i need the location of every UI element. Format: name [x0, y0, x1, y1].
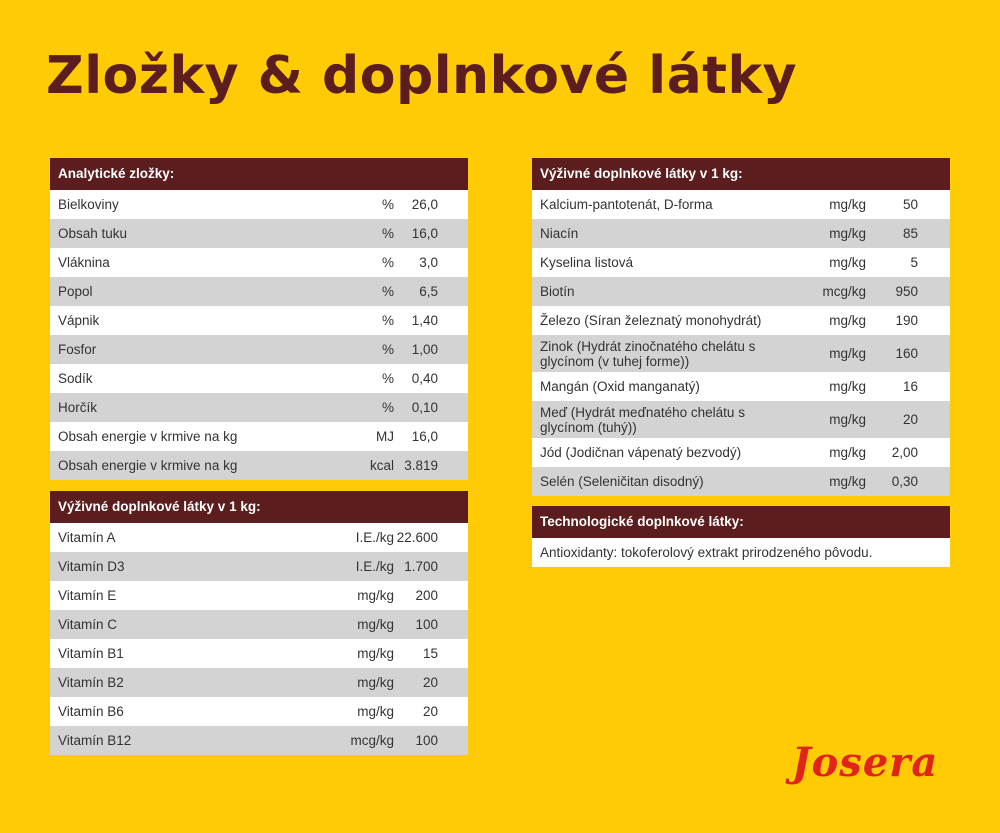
row-unit: % — [381, 371, 394, 386]
row-unit: mg/kg — [829, 197, 866, 212]
nutritional-table-header: Výživné doplnkové látky v 1 kg: — [532, 158, 950, 190]
table-row — [50, 364, 468, 393]
technological-table-header: Technologické doplnkové látky: — [532, 506, 950, 538]
row-value: 22.600 — [396, 530, 438, 545]
analytical-table — [50, 158, 468, 480]
row-name: Fosfor — [58, 342, 97, 357]
row-name: Vitamín B12 — [58, 733, 132, 748]
row-value: 20 — [422, 675, 438, 690]
row-name: Vitamín B2 — [58, 675, 124, 690]
row-name: Vitamín A — [58, 530, 116, 545]
row-value: 50 — [902, 197, 918, 212]
row-name: Biotín — [540, 284, 575, 299]
row-name: Vitamín E — [58, 588, 117, 603]
row-unit: mcg/kg — [822, 284, 866, 299]
technological-table — [532, 506, 950, 567]
row-value: 950 — [895, 284, 918, 299]
row-value: 3.819 — [404, 458, 438, 473]
table-row — [532, 277, 950, 306]
row-name: Železo (Síran železnatý monohydrát) — [540, 313, 762, 328]
row-value: 20 — [422, 704, 438, 719]
row-name: Mangán (Oxid manganatý) — [540, 379, 700, 394]
table-row — [50, 277, 468, 306]
row-value: 15 — [422, 646, 438, 661]
row-name: Jód (Jodičnan vápenatý bezvodý) — [540, 445, 742, 460]
row-unit: % — [381, 197, 394, 212]
row-name: Vitamín B1 — [58, 646, 124, 661]
table-row — [50, 451, 468, 480]
row-unit: mg/kg — [357, 617, 394, 632]
row-value: 0,30 — [891, 474, 918, 489]
row-value: 3,0 — [419, 255, 438, 270]
vitamins-table — [50, 491, 468, 755]
table-row — [532, 372, 950, 401]
josera-logo — [776, 738, 954, 788]
row-name: Selén (Seleničitan disodný) — [540, 474, 704, 489]
table-row — [50, 248, 468, 277]
row-name: Vápnik — [58, 313, 100, 328]
row-unit: mg/kg — [829, 255, 866, 270]
row-name: Obsah energie v krmive na kg — [58, 458, 238, 473]
row-value: 160 — [895, 346, 918, 361]
table-row — [50, 668, 468, 697]
row-value: 200 — [415, 588, 438, 603]
table-row — [50, 219, 468, 248]
row-unit: % — [381, 226, 394, 241]
row-value: 16,0 — [411, 226, 438, 241]
row-unit: mg/kg — [357, 646, 394, 661]
table-row — [50, 697, 468, 726]
table-row — [532, 401, 950, 438]
table-row — [532, 306, 950, 335]
table-row — [50, 726, 468, 755]
row-name: Meď (Hydrát meďnatého chelátu s glycínom (tuhý)) — [540, 404, 745, 435]
row-value: 26,0 — [411, 197, 438, 212]
row-name: Vitamín D3 — [58, 559, 125, 574]
row-unit: mg/kg — [829, 445, 866, 460]
table-row — [50, 552, 468, 581]
row-name: Sodík — [58, 371, 93, 386]
row-unit: I.E./kg — [355, 530, 394, 545]
row-value: 16 — [902, 379, 918, 394]
row-value: 0,10 — [411, 400, 438, 415]
row-unit: mg/kg — [829, 226, 866, 241]
row-unit: mg/kg — [357, 675, 394, 690]
table-row — [50, 639, 468, 668]
row-name: Popol — [58, 284, 93, 299]
table-row — [50, 306, 468, 335]
row-unit: kcal — [369, 458, 394, 473]
row-name: Bielkoviny — [58, 197, 119, 212]
row-value: 16,0 — [411, 429, 438, 444]
table-row — [532, 467, 950, 496]
row-name: Kyselina listová — [540, 255, 634, 270]
row-value: 20 — [902, 412, 918, 427]
row-name: Obsah energie v krmive na kg — [58, 429, 238, 444]
logo-text: Josera — [791, 739, 939, 786]
technological-text: Antioxidanty: tokoferolový extrakt prirodzeného pôvodu. — [532, 538, 950, 567]
row-name: Zinok (Hydrát zinočnatého chelátu s glycínom (v tuhej forme)) — [540, 338, 756, 369]
row-unit: % — [381, 313, 394, 328]
row-unit: mg/kg — [829, 412, 866, 427]
table-row — [50, 393, 468, 422]
analytical-rows — [50, 190, 468, 480]
table-row — [532, 438, 950, 467]
row-unit: % — [381, 255, 394, 270]
table-row — [532, 190, 950, 219]
row-value: 5 — [910, 255, 918, 270]
row-value: 100 — [415, 617, 438, 632]
row-unit: mg/kg — [829, 313, 866, 328]
table-row — [50, 581, 468, 610]
table-row — [50, 190, 468, 219]
row-value: 85 — [902, 226, 918, 241]
analytical-table-header: Analytické zložky: — [50, 158, 468, 190]
table-row — [50, 422, 468, 451]
row-name: Kalcium-pantotenát, D-forma — [540, 197, 713, 212]
row-unit: I.E./kg — [355, 559, 394, 574]
row-unit: % — [381, 400, 394, 415]
row-value: 0,40 — [411, 371, 438, 386]
table-row — [532, 335, 950, 372]
row-unit: mcg/kg — [350, 733, 394, 748]
table-row — [50, 523, 468, 552]
row-unit: mg/kg — [829, 379, 866, 394]
nutritional-rows — [532, 190, 950, 496]
table-row — [50, 335, 468, 364]
page-title: Zložky & doplnkové látky — [46, 46, 797, 106]
row-name: Obsah tuku — [58, 226, 128, 241]
row-unit: mg/kg — [357, 588, 394, 603]
row-value: 1,00 — [411, 342, 438, 357]
row-name: Vitamín B6 — [58, 704, 124, 719]
row-value: 2,00 — [891, 445, 918, 460]
row-name: Niacín — [540, 226, 579, 241]
table-row — [50, 610, 468, 639]
row-name: Vláknina — [58, 255, 110, 270]
vitamins-table-header: Výživné doplnkové látky v 1 kg: — [50, 491, 468, 523]
row-value: 6,5 — [419, 284, 438, 299]
row-unit: MJ — [376, 429, 394, 444]
row-unit: mg/kg — [829, 474, 866, 489]
row-value: 1.700 — [404, 559, 438, 574]
row-value: 1,40 — [411, 313, 438, 328]
vitamins-rows — [50, 523, 468, 755]
row-unit: % — [381, 284, 394, 299]
row-unit: % — [381, 342, 394, 357]
row-unit: mg/kg — [357, 704, 394, 719]
row-unit: mg/kg — [829, 346, 866, 361]
row-name: Vitamín C — [58, 617, 118, 632]
row-value: 100 — [415, 733, 438, 748]
table-row — [532, 248, 950, 277]
table-row — [532, 219, 950, 248]
row-name: Horčík — [58, 400, 98, 415]
row-value: 190 — [895, 313, 918, 328]
nutritional-table — [532, 158, 950, 496]
